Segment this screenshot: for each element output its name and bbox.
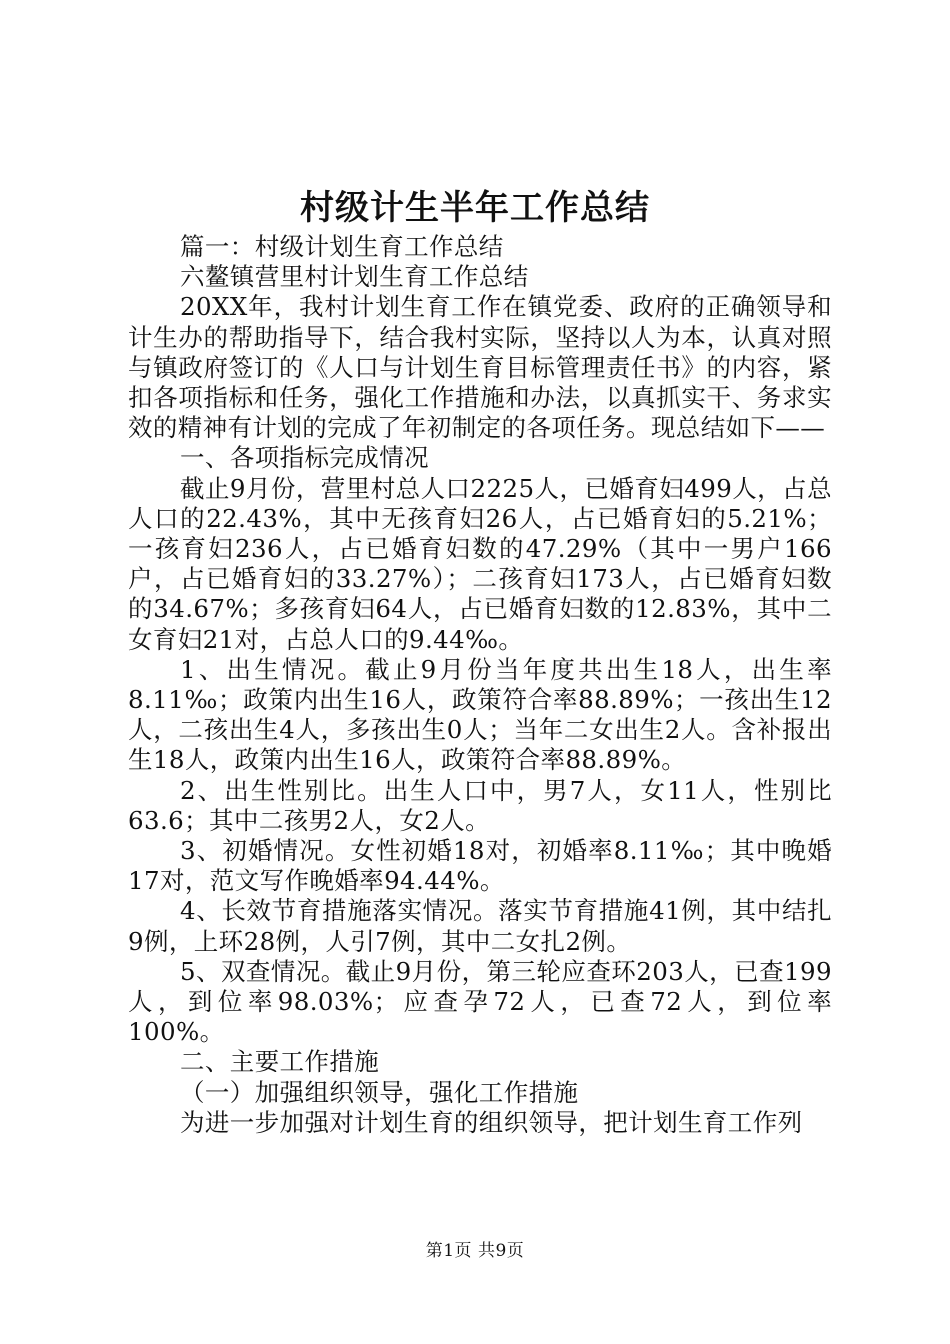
page-footer: 第1页 共9页 xyxy=(425,1241,525,1261)
subsection-heading: （一）加强组织领导，强化工作措施 xyxy=(180,1077,579,1107)
section-heading: 篇一：村级计划生育工作总结 xyxy=(180,232,504,261)
paragraph: 截止9月份，营里村总人口2225人，已婚育妇499人，占总人口的22.43%，其中无孩育妇26人，占已婚育妇的5.21%；一孩育妇236人，占已婚育妇数的47.29%（其中一男户166户，占已婚育妇的33.27%）；二孩育妇173人，占已婚育妇数的34.67%；多孩育妇64人，占已婚育妇数的12.83%，其中二女育妇21对，占总人口的9.44‰。 xyxy=(128,473,832,654)
paragraph: 为进一步加强对计划生育的组织领导，把计划生育工作列 xyxy=(180,1107,803,1137)
document-body xyxy=(128,232,832,1138)
paragraph: 20XX年，我村计划生育工作在镇党委、政府的正确领导和计生办的帮助指导下，结合我村实际，坚持以人为本，认真对照与镇政府签订的《人口与计划生育目标管理责任书》的内容，紧扣各项指标和任务，强化工作措施和办法，以真抓实干、务求实效的精神有计划的完成了年初制定的各项任务。现总结如下—— xyxy=(128,292,832,443)
paragraph: 1、出生情况。截止9月份当年度共出生18人，出生率8.11‰；政策内出生16人，政策符合率88.89%；一孩出生12人，二孩出生4人，多孩出生0人；当年二女出生2人。含补报出生18人，政策内出生16人，政策符合率88.89%。 xyxy=(128,654,832,775)
paragraph: 4、长效节育措施落实情况。落实节育措施41例，其中结扎9例，上环28例，人引7例，其中二女扎2例。 xyxy=(128,896,832,956)
document-title: 村级计生半年工作总结 xyxy=(300,188,650,228)
paragraph: 3、初婚情况。女性初婚18对，初婚率8.11‰；其中晚婚17对，范文写作晚婚率94.44%。 xyxy=(128,836,832,896)
section-heading: 一、各项指标完成情况 xyxy=(180,443,429,473)
paragraph: 5、双查情况。截止9月份，第三轮应查环203人，已查199人，到位率98.03%；应查孕72人，已查72人，到位率100%。 xyxy=(128,956,832,1047)
paragraph: 2、出生性别比。出生人口中，男7人，女11人，性别比63.6；其中二孩男2人，女2人。 xyxy=(128,775,832,835)
section-heading: 二、主要工作措施 xyxy=(180,1047,380,1077)
subtitle: 六鳌镇营里村计划生育工作总结 xyxy=(180,262,529,292)
